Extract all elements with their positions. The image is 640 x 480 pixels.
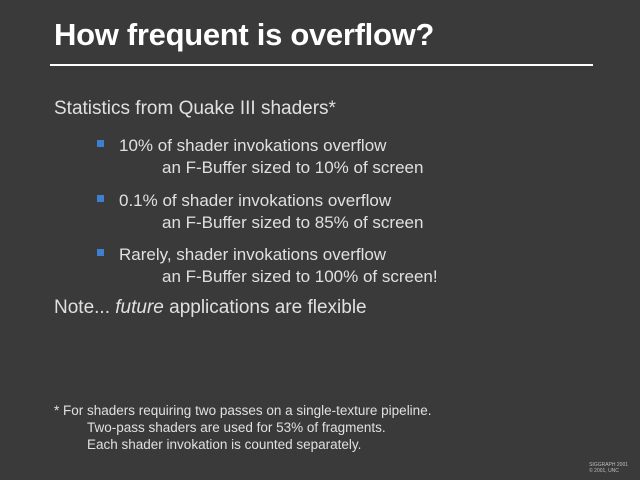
footnote — [54, 402, 431, 453]
note-prefix: Note... — [54, 297, 116, 318]
title-underline — [50, 64, 593, 66]
bullet-square-icon — [97, 195, 104, 202]
bullet-square-icon — [97, 249, 104, 256]
credit-mark — [589, 462, 628, 474]
credit-line: SIGGRAPH 2001 — [589, 462, 628, 468]
slide-title: How frequent is overflow? — [54, 17, 435, 52]
footnote-line: * For shaders requiring two passes on a single-texture pipeline. — [54, 403, 432, 418]
bullet-item — [97, 190, 423, 234]
footnote-line: Two-pass shaders are used for 53% of fragments. — [87, 420, 386, 435]
note-suffix: applications are flexible — [163, 297, 367, 318]
credit-line: © 2001, UNC — [589, 468, 619, 474]
bullet-square-icon — [97, 140, 104, 147]
bullet-line: 0.1% of shader invokations overflow — [119, 191, 392, 210]
bullet-continuation: an F-Buffer sized to 10% of screen — [162, 158, 424, 177]
bullet-line: Rarely, shader invokations overflow — [119, 245, 387, 264]
bullet-continuation: an F-Buffer sized to 85% of screen — [162, 213, 424, 232]
bullet-item — [97, 135, 423, 179]
statistics-heading: Statistics from Quake III shaders* — [54, 98, 336, 119]
bullet-line: 10% of shader invokations overflow — [119, 136, 387, 155]
bullet-item — [97, 244, 438, 288]
note-line — [54, 297, 367, 319]
bullet-continuation: an F-Buffer sized to 100% of screen! — [162, 267, 438, 286]
footnote-line: Each shader invokation is counted separately. — [87, 437, 362, 452]
note-emphasis: future — [115, 297, 164, 318]
